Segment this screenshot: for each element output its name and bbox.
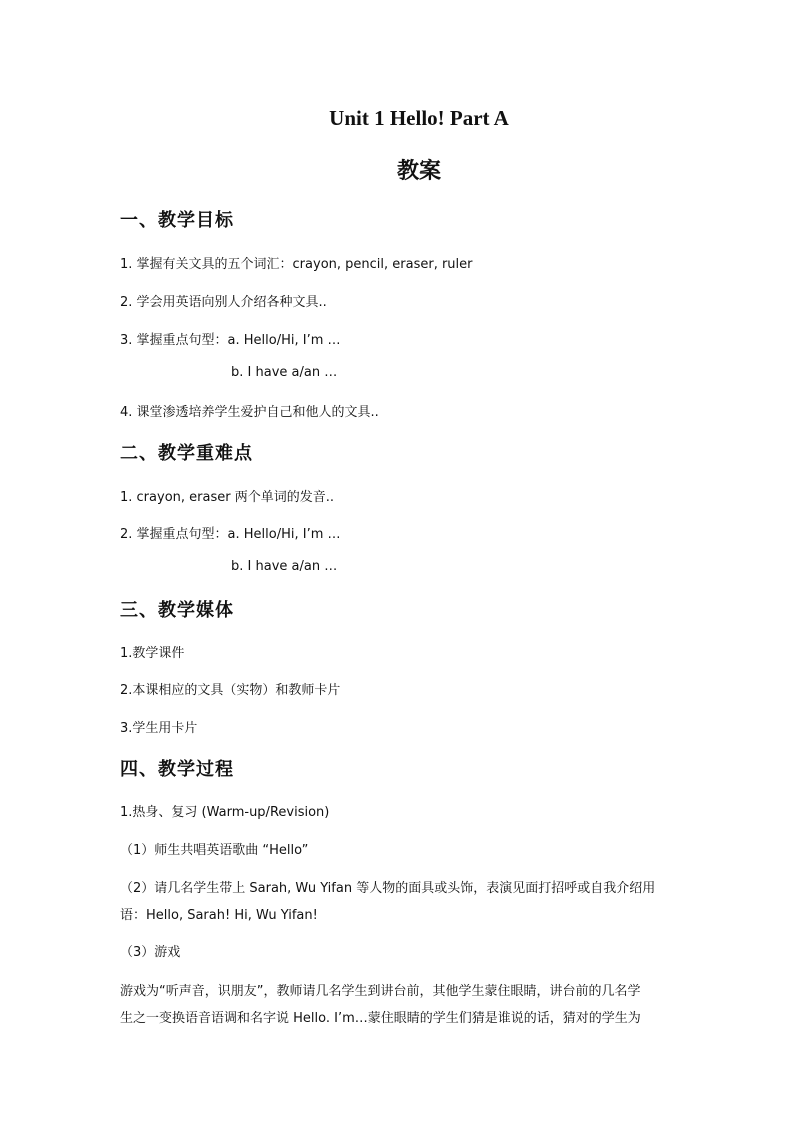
objective-item-3b: b. I have a/an … — [231, 365, 338, 380]
section-heading-media: 三、教学媒体 — [120, 600, 234, 621]
key-point-item-2: 2. 掌握重点句型：a. Hello/Hi, I’m … — [120, 527, 341, 542]
section-heading-key-points: 二、教学重难点 — [120, 443, 253, 464]
media-item-3: 3.学生用卡片 — [120, 721, 198, 736]
key-point-item-2b: b. I have a/an … — [231, 559, 338, 574]
media-item-2: 2.本课相应的文具（实物）和教师卡片 — [120, 683, 341, 698]
process-step-1-2: （2）请几名学生带上 Sarah, Wu Yifan 等人物的面具或头饰，表演见面打招呼或自我介绍用 — [120, 881, 656, 896]
objective-item-1: 1. 掌握有关文具的五个词汇：crayon, pencil, eraser, ruler — [120, 257, 473, 272]
process-step-1-2-cont: 语：Hello, Sarah! Hi, Wu Yifan! — [120, 908, 318, 923]
objective-item-4: 4. 课堂渗透培养学生爱护自己和他人的文具.. — [120, 405, 379, 420]
objective-item-3: 3. 掌握重点句型：a. Hello/Hi, I’m … — [120, 333, 341, 348]
section-heading-objectives: 一、教学目标 — [120, 210, 234, 231]
key-point-item-1: 1. crayon, eraser 两个单词的发音.. — [120, 490, 334, 505]
objective-item-2: 2. 学会用英语向别人介绍各种文具.. — [120, 295, 327, 310]
process-step-1: 1.热身、复习 (Warm-up/Revision) — [120, 805, 330, 820]
media-item-1: 1.教学课件 — [120, 646, 185, 661]
document-title: Unit 1 Hello! Part A — [329, 106, 509, 130]
document-subtitle: 教案 — [396, 158, 441, 183]
process-step-1-1: （1）师生共唱英语歌曲 “Hello” — [120, 843, 309, 858]
section-heading-process: 四、教学过程 — [120, 759, 234, 780]
process-game-description-2: 生之一变换语音语调和名字说 Hello. I’m…蒙住眼睛的学生们猜是谁说的话，猜对的学生为 — [120, 1011, 641, 1026]
process-game-description-1: 游戏为“听声音，识朋友”，教师请几名学生到讲台前，其他学生蒙住眼睛，讲台前的几名学 — [120, 984, 641, 999]
process-step-1-3: （3）游戏 — [120, 945, 181, 960]
